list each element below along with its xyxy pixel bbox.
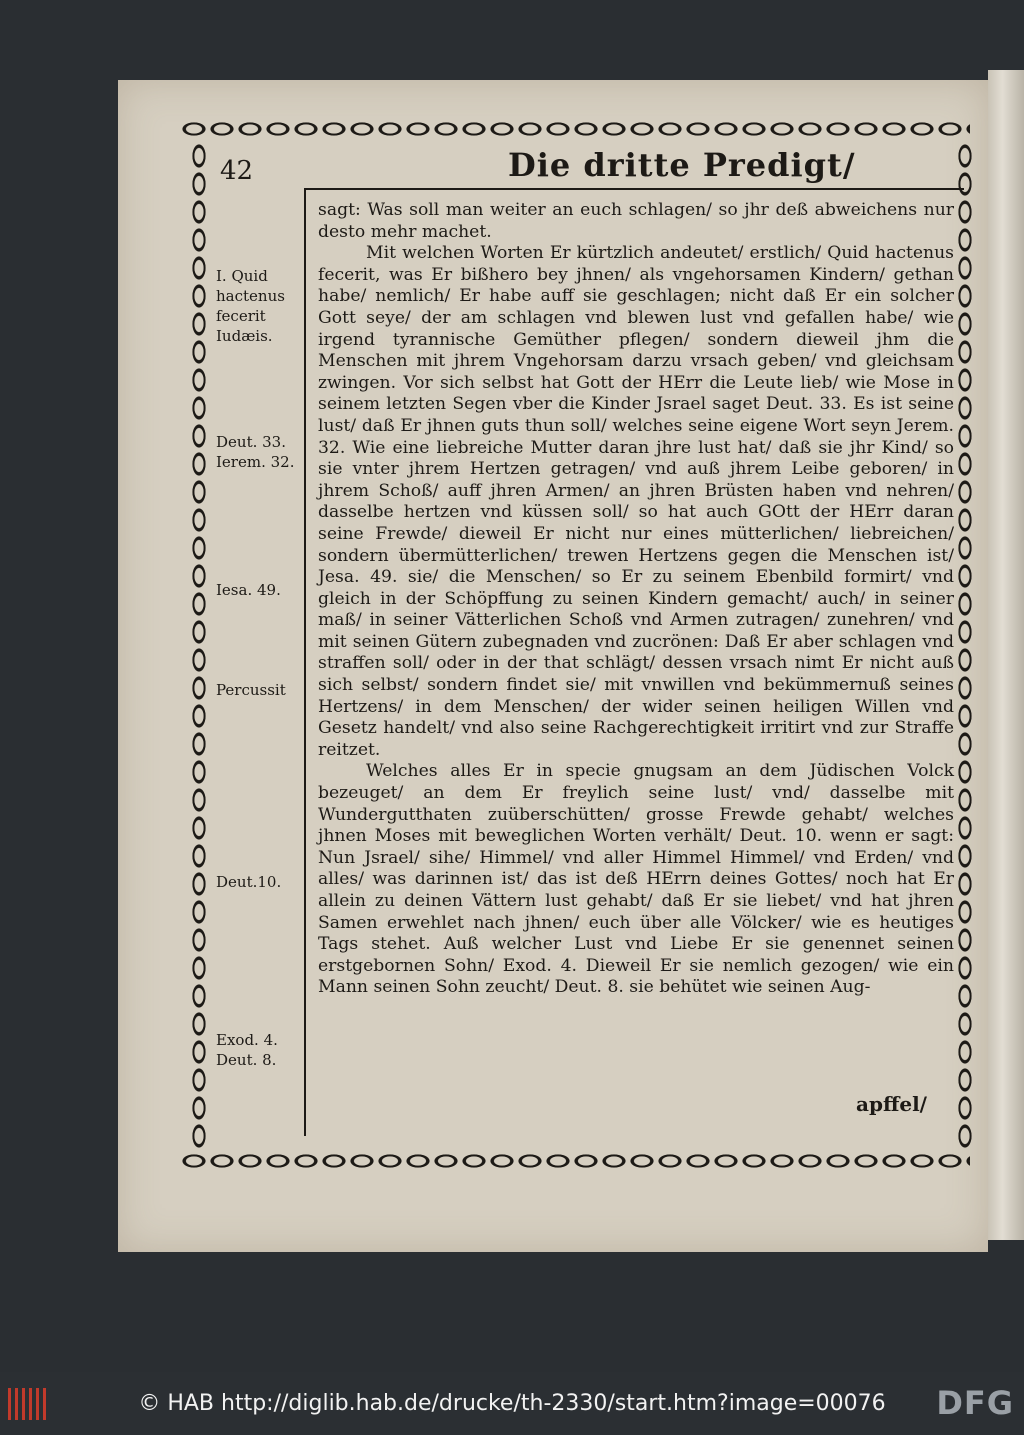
dfg-logo: DFG bbox=[936, 1384, 1014, 1422]
margin-note: Percussit bbox=[216, 681, 286, 699]
ornamental-border-left bbox=[188, 142, 210, 1152]
catchword: apffel/ bbox=[856, 1092, 927, 1116]
footer-copyright-link[interactable]: © HAB http://diglib.hab.de/drucke/th-2330/start.htm?image=00076 bbox=[138, 1391, 886, 1416]
margin-note: Deut. 33. Ierem. 32. bbox=[216, 433, 295, 471]
paragraph: sagt: Was soll man weiter an euch schlagen/ so jhr deß abweichens nur desto mehr machet. bbox=[318, 200, 954, 242]
ornamental-border-right bbox=[954, 142, 976, 1152]
footer-bar bbox=[0, 1372, 1024, 1435]
margin-rule bbox=[304, 188, 306, 1136]
running-head: Die dritte Predigt/ bbox=[508, 146, 856, 184]
ornamental-border-bottom bbox=[180, 1150, 970, 1172]
ornamental-border-top bbox=[180, 118, 970, 140]
page-number: 42 bbox=[220, 156, 254, 186]
header-rule bbox=[304, 188, 964, 190]
body-text bbox=[318, 200, 954, 999]
margin-note: Iesa. 49. bbox=[216, 581, 281, 599]
margin-note: I. Quid hactenus fecerit Iudæis. bbox=[216, 267, 285, 345]
book-page bbox=[118, 80, 988, 1252]
paragraph: Welches alles Er in specie gnugsam an dem Jüdischen Volck bezeuget/ an dem Er freylich seine lust/ vnd/ dasselbe mit Wundergutthaten zuüberschütten/ grosse Frewde gehabt/ welches jhnen Moses mit beweglichen Worten verhält/ Deut. 10. wenn er sagt: Nun Jsrael/ sihe/ Himmel/ vnd aller Himmel Himmel/ vnd Erden/ vnd alles/ was darinnen ist/ das ist deß HErrn deines Gottes/ noch hat Er allein zu deinen Vättern lust gehabt/ daß Er sie liebet/ vnd hat jhren Samen erwehlet nach jhnen/ euch über alle Völcker/ wie es heutiges Tags stehet. Auß welcher Lust vnd Liebe Er sie genennet seinen erstgebornen Sohn/ Exod. 4. Dieweil Er sie nemlich gezogen/ wie ein Mann seinen Sohn zeucht/ Deut. 8. sie behütet wie seinen Aug- bbox=[318, 761, 954, 998]
next-page-edge bbox=[988, 70, 1024, 1240]
margin-note: Exod. 4. Deut. 8. bbox=[216, 1031, 278, 1069]
paragraph: Mit welchen Worten Er kürtzlich andeutet/ erstlich/ Quid hactenus fecerit, was Er bißhero bey jhnen/ als vngehorsamen Kindern/ gethan habe/ nemlich/ Er habe auff sie geschlagen; nicht daß Er ein solcher Gott seye/ der am schlagen vnd blewen lust vnd gefallen habe/ wie irgend tyrannische Gemüther pflegen/ sondern dieweil jhm die Menschen mit jhrem Vngehorsam darzu vrsach geben/ vnd gleichsam zwingen. Vor sich selbst hat Gott der HErr die Leute lieb/ wie Mose in seinem letzten Segen vber die Kinder Jsrael saget Deut. 33. Es ist seine lust/ daß Er jhnen guts thun soll/ welches seine eigene Wort seyn Jerem. 32. Wie eine liebreiche Mutter daran jhre lust hat/ daß sie jhr Kind/ so sie vnter jhrem Hertzen getragen/ vnd auß jhrem Leibe geboren/ in jhrem Schoß/ auff jhren Armen/ an jhren Brüsten haben vnd nehren/ dasselbe hertzen vnd küssen soll/ so hat auch GOtt der HErr daran seine Frewde/ dieweil Er nicht nur eines mütterlichen/ liebreichen/ sondern übermütterlichen/ trewen Hertzens gegen die Menschen ist/ Jesa. 49. sie/ die Menschen/ so Er zu seinem Ebenbild formirt/ vnd gleich in der Schöpffung zu seinen Kindern gemacht/ auch/ in seiner maß/ in seiner Vätterlichen Schoß vnd Armen zutragen/ zunehren/ vnd mit seinen Gütern zubegnaden vnd zucrönen: Daß Er aber schlagen vnd straffen soll/ oder in der that schlägt/ dessen vrsach nimt Er nicht auß sich selbst/ sondern findet sie/ mit vnwillen vnd bekümmernuß seines Hertzens/ in dem Menschen/ der wider seinen heiligen Willen vnd Gesetz handelt/ vnd also seine Rachgerechtigkeit irritirt vnd zur Straffe reitzet. bbox=[318, 243, 954, 760]
margin-note: Deut.10. bbox=[216, 873, 282, 891]
